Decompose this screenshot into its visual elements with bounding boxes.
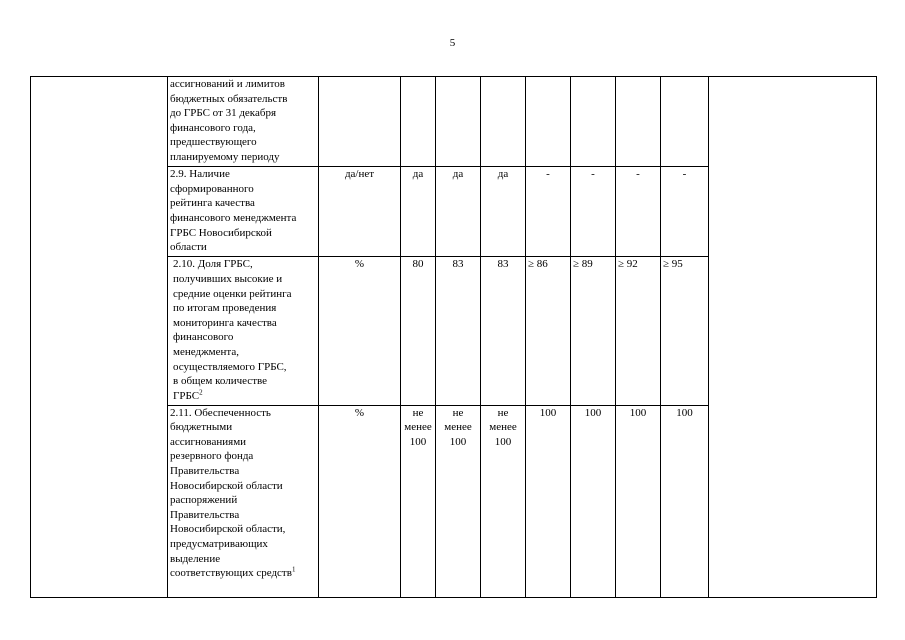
value-cell: не менее 100 [401, 405, 436, 597]
unit-cell [319, 77, 401, 167]
value-cell: - [526, 167, 571, 257]
unit-cell: да/нет [319, 167, 401, 257]
value-cell [571, 77, 616, 167]
value-cell: 100 [526, 405, 571, 597]
value-cell: 100 [616, 405, 661, 597]
indicators-table [30, 76, 877, 598]
unit-cell: % [319, 257, 401, 405]
indicator-cell [168, 257, 319, 405]
value-cell: - [661, 167, 709, 257]
value-cell: да [481, 167, 526, 257]
indicator-text: 2.9. Наличие сформированного рейтинга качества финансового менеджмента ГРБС Новосибирской области [170, 168, 297, 254]
value-cell [401, 77, 436, 167]
value-cell: не менее 100 [481, 405, 526, 597]
value-cell: 83 [481, 257, 526, 405]
footnote-mark: 1 [291, 565, 296, 574]
goal-cell [31, 77, 168, 598]
value-cell: да [401, 167, 436, 257]
indicator-cell [168, 77, 319, 167]
value-cell [661, 77, 709, 167]
value-cell: ≥ 89 [571, 257, 616, 405]
value-cell: 83 [436, 257, 481, 405]
value-cell: 80 [401, 257, 436, 405]
value-cell: 100 [661, 405, 709, 597]
value-cell: ≥ 86 [526, 257, 571, 405]
indicator-text: ассигнований и лимитов бюджетных обязательств до ГРБС от 31 декабря финансового года, предшествующего планируемому периоду [170, 78, 288, 163]
value-cell [436, 77, 481, 167]
value-cell: - [616, 167, 661, 257]
indicator-text: 2.11. Обеспеченность бюджетными ассигнованиями резервного фонда Правительства Новосибирской области распоряжений Правительства Новосибирской области, предусматривающих выделение соответствующих средств [170, 406, 292, 580]
indicator-text: 2.10. Доля ГРБС, получивших высокие и средние оценки рейтинга по итогам проведения мониторинга качества финансового менеджмента, осуществляемого ГРБС, в общем количестве ГРБС [173, 258, 292, 402]
page-number: 5 [449, 37, 456, 49]
unit-cell: % [319, 405, 401, 597]
indicator-cell [168, 167, 319, 257]
note-cell [709, 77, 877, 598]
indicator-cell [168, 405, 319, 597]
value-cell: ≥ 92 [616, 257, 661, 405]
value-cell [526, 77, 571, 167]
table-row [31, 77, 877, 167]
value-cell: - [571, 167, 616, 257]
value-cell [481, 77, 526, 167]
footnote-mark: 2 [199, 388, 203, 397]
value-cell: да [436, 167, 481, 257]
value-cell [616, 77, 661, 167]
value-cell: не менее 100 [436, 405, 481, 597]
value-cell: 100 [571, 405, 616, 597]
value-cell: ≥ 95 [661, 257, 709, 405]
